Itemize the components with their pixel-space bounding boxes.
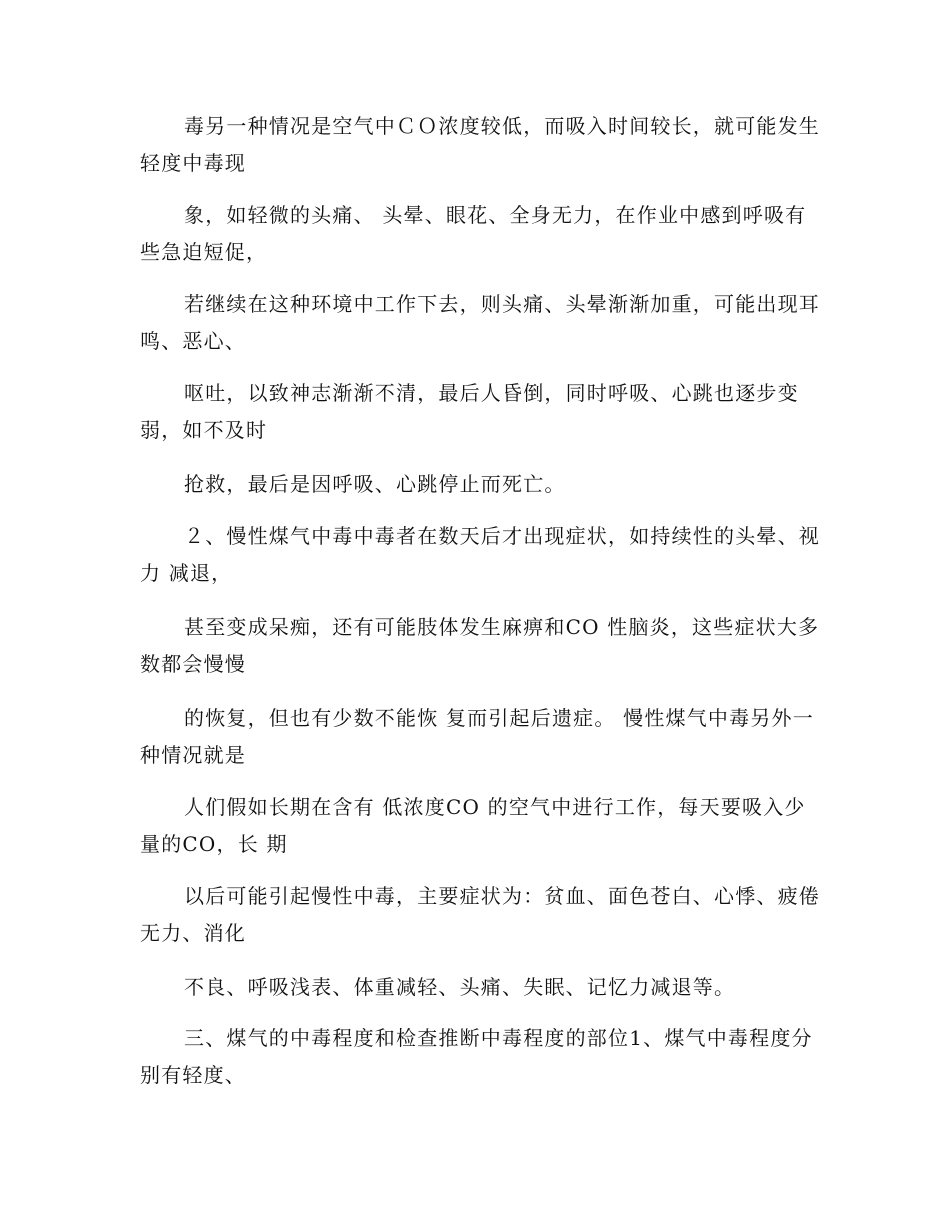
paragraph: 毒另一种情况是空气中ＣＯ浓度较低，而吸入时间较长，就可能发生轻度中毒现 (140, 114, 820, 175)
paragraph: 甚至变成呆痴，还有可能肢体发生麻痹和CO 性脑炎，这些症状大多数都会慢慢 (140, 615, 820, 676)
paragraph: 抢救，最后是因呼吸、心跳停止而死亡。 (184, 472, 566, 496)
paragraph: 以后可能引起慢性中毒，主要症状为：贫血、面色苍白、心悸、疲倦无力、消化 (140, 884, 820, 945)
paragraph: 呕吐，以致神志渐渐不清，最后人昏倒，同时呼吸、心跳也逐步变弱，如不及时 (140, 381, 799, 442)
paragraph: 的恢复，但也有少数不能恢 复而引起后遗症。 慢性煤气中毒另外一种情况就是 (140, 706, 814, 767)
paragraph: 不良、呼吸浅表、体重减轻、头痛、失眠、记忆力减退等。 (184, 975, 736, 999)
paragraph: ２、慢性煤气中毒中毒者在数天后才出现症状，如持续性的头晕、视力 减退， (140, 524, 820, 585)
paragraph: 三、煤气的中毒程度和检查推断中毒程度的部位1、煤气中毒程度分别有轻度、 (140, 1026, 813, 1087)
paragraph: 人们假如长期在含有 低浓度CO 的空气中进行工作，每天要吸入少量的CO，长 期 (140, 795, 806, 856)
paragraph: 象，如轻微的头痛、 头晕、眼花、全身无力，在作业中感到呼吸有些急迫短促， (140, 203, 807, 264)
paragraph: 若继续在这种环境中工作下去，则头痛、头晕渐渐加重，可能出现耳鸣、恶心、 (140, 292, 820, 353)
